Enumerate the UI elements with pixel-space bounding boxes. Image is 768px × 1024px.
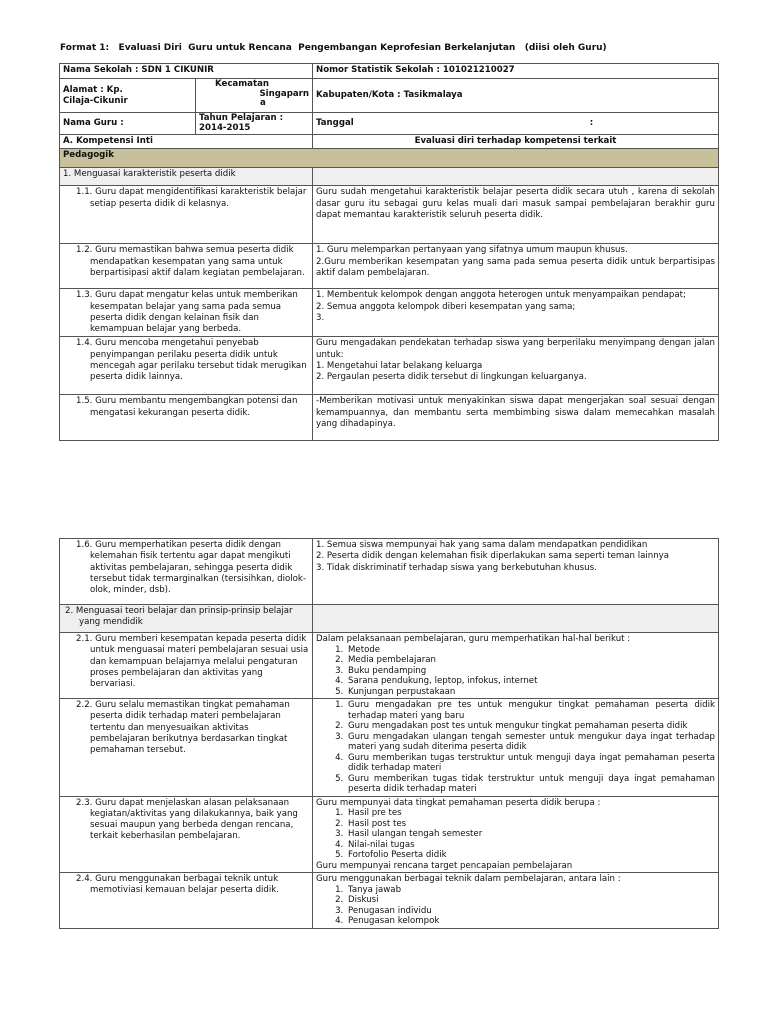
tahun-value: 2014-2015 <box>199 122 251 133</box>
row-1-5-right: -Memberikan motivasi untuk menyakinkan siswa dapat mengerjakan soal sesuai dengan kemampuannya, dan membantu serta membimbing siswa dalam memecahkan masalah yang dihadapinya. <box>313 395 719 441</box>
list-item: 4. Guru memberikan tugas terstruktur untuk menguji daya ingat pemahaman peserta didik terhadap materi <box>346 753 715 774</box>
list-item: 5. Kunjungan perpustakaan <box>346 687 715 698</box>
page-title: Format 1: Evaluasi Diri Guru untuk Rencana Pengembangan Keprofesian Berkelanjutan (diisi oleh Guru) <box>60 43 607 53</box>
section2-heading: 2. Menguasai teori belajar dan prinsip-prinsip belajar yang mendidik <box>60 605 313 633</box>
list-item: 5. Guru memberikan tugas tidak terstruktur untuk menguji daya ingat pemahaman peserta didik terhadap materi <box>346 774 715 795</box>
list-item: 2. Diskusi <box>346 895 715 906</box>
list-item: 2. Hasil post tes <box>346 819 715 830</box>
list-item: 2. Guru mengadakan post tes untuk mengukur tingkat pemahaman peserta didik <box>346 721 715 732</box>
alamat-cell <box>60 79 196 113</box>
list-item: 1. Metode <box>346 645 715 656</box>
kabupaten-cell: Kabupaten/Kota : Tasikmalaya <box>313 79 719 113</box>
row-2-1-left: 2.1. Guru memberi kesempatan kepada peserta didik untuk menguasai materi pembelajaran sesuai usia dan kemampuan belajarnya melalui pengaturan proses pembelajaran dan aktivitas yang bervariasi. <box>60 633 313 699</box>
row-2-2-list <box>316 700 715 795</box>
row-2-1-list <box>316 645 715 698</box>
section1-heading: 1. Menguasai karakteristik peserta didik <box>60 168 313 186</box>
row-1-6-left: 1.6. Guru memperhatikan peserta didik dengan kelemahan fisik tertentu agar dapat mengikuti aktivitas pembelajaran, sehingga peserta didik tersebut tidak termarginalkan (tersisihkan, diolok-olok, minder, dsb). <box>60 539 313 605</box>
kompetensi-inti-cell: A. Kompetensi Inti <box>60 135 313 149</box>
row-2-1-right: Dalam pelaksanaan pembelajaran, guru memperhatikan hal-hal berikut : 1. Metode 2. Media pembelajaran 3. Buku pendamping 4. Sarana pendukung, leptop, infokus, internet 5. Kunjungan perpustakaan <box>313 633 719 699</box>
evaluation-table-1 <box>59 63 719 441</box>
tanggal-colon: : <box>589 117 594 128</box>
kecamatan-value2: a <box>260 98 266 108</box>
list-item: 3. Hasil ulangan tengah semester <box>346 829 715 840</box>
list-item: 1. Hasil pre tes <box>346 808 715 819</box>
row-1-3-left: 1.3. Guru dapat mengatur kelas untuk memberikan kesempatan belajar yang sama pada semua peserta didik dengan kelainan fisik dan kemampuan belajar yang berbeda. <box>60 289 313 337</box>
kecamatan-label: Kecamatan <box>215 79 270 89</box>
nomor-statistik-cell: Nomor Statistik Sekolah : 101021210027 <box>313 64 719 79</box>
row-1-2-left: 1.2. Guru memastikan bahwa semua peserta didik mendapatkan kesempatan yang sama untuk berpartisipasi aktif dalam kegiatan pembelajaran. <box>60 244 313 289</box>
row-1-5-left: 1.5. Guru membantu mengembangkan potensi dan mengatasi kekurangan peserta didik. <box>60 395 313 441</box>
row-1-2-right: 1. Guru melemparkan pertanyaan yang sifatnya umum maupun khusus. 2.Guru memberikan kesempatan yang sama pada semua peserta didik untuk berpartisipas aktif dalam pembelajaran. <box>313 244 719 289</box>
row-2-2-left: 2.2. Guru selalu memastikan tingkat pemahaman peserta didik terhadap materi pembelajaran tertentu dan menyesuaikan aktivitas pembelajaran berikutnya berdasarkan tingkat pemahaman tersebut. <box>60 699 313 797</box>
row-2-4-list <box>316 885 715 927</box>
row-1-1-right: Guru sudah mengetahui karakteristik belajar peserta didik secara utuh , karena di sekolah dasar guru itu sebagai guru kelas muali dari masuk sampai pembelajaran berakhir guru dapat memantau karakteristik seluruh peserta didik. <box>313 186 719 244</box>
tahun-label: Tahun Pelajaran : <box>199 113 284 123</box>
row-2-4-right: Guru menggunakan berbagai teknik dalam pembelajaran, antara lain : 1. Tanya jawab 2. Diskusi 3. Penugasan individu 4. Penugasan kelompok <box>313 873 719 929</box>
tanggal-cell <box>313 113 719 135</box>
list-item: 1. Guru mengadakan pre tes untuk mengukur tingkat pemahaman peserta didik terhadap materi yang baru <box>346 700 715 721</box>
row-2-3-right: Guru mempunyai data tingkat pemahaman peserta didik berupa : 1. Hasil pre tes 2. Hasil post tes 3. Hasil ulangan tengah semester 4. Nilai-nilai tugas 5. Fortofolio Peserta didik Guru mempunyai rencana target pencapaian pembelajaran <box>313 796 719 873</box>
section2-heading-empty <box>313 605 719 633</box>
list-item: 3. Buku pendamping <box>346 666 715 677</box>
row-2-2-right <box>313 699 719 797</box>
row-2-4-left: 2.4. Guru menggunakan berbagai teknik untuk memotiviasi kemauan belajar peserta didik. <box>60 873 313 929</box>
row-1-4-right: Guru mengadakan pendekatan terhadap siswa yang berperilaku menyimpang dengan jalan untuk: 1. Mengetahui latar belakang keluarga 2. Pergaulan peserta didik tersebut di lingkungan keluarganya. <box>313 337 719 395</box>
list-item: 5. Fortofolio Peserta didik <box>346 850 715 861</box>
kecamatan-cell <box>196 79 313 113</box>
pedagogik-heading: Pedagogik <box>60 149 719 168</box>
evaluasi-header-cell: Evaluasi diri terhadap kompetensi terkait <box>313 135 719 149</box>
list-item: 4. Penugasan kelompok <box>346 916 715 927</box>
kecamatan-value1: Singaparn <box>259 88 309 99</box>
list-item: 3. Penugasan individu <box>346 906 715 917</box>
row-1-1-left: 1.1. Guru dapat mengidentifikasi karakteristik belajar setiap peserta didik di kelasnya. <box>60 186 313 244</box>
tahun-pelajaran-cell <box>196 113 313 135</box>
nama-guru-cell: Nama Guru : <box>60 113 196 135</box>
list-item: 4. Sarana pendukung, leptop, infokus, internet <box>346 676 715 687</box>
alamat-line1: Alamat : Kp. <box>63 85 123 95</box>
nama-sekolah-cell: Nama Sekolah : SDN 1 CIKUNIR <box>60 64 313 79</box>
list-item: 1. Tanya jawab <box>346 885 715 896</box>
row-2-3-list <box>316 808 715 861</box>
section1-heading-empty <box>313 168 719 186</box>
list-item: 4. Nilai-nilai tugas <box>346 840 715 851</box>
row-1-4-left: 1.4. Guru mencoba mengetahui penyebab penyimpangan perilaku peserta didik untuk mencegah agar perilaku tersebut tidak merugikan peserta didik lainnya. <box>60 337 313 395</box>
evaluation-table-2 <box>59 538 719 929</box>
alamat-line2: Cilaja-Cikunir <box>63 96 128 107</box>
tanggal-label: Tanggal <box>316 117 354 128</box>
row-2-3-left: 2.3. Guru dapat menjelaskan alasan pelaksanaan kegiatan/aktivitas yang dilakukannya, baik yang sesuai maupun yang berbeda dengan rencana, terkait keberhasilan pembelajaran. <box>60 796 313 873</box>
list-item: 3. Guru mengadakan ulangan tengah semester untuk mengukur daya ingat terhadap materi yang sudah diterima peserta didik <box>346 732 715 753</box>
row-1-6-right: 1. Semua siswa mempunyai hak yang sama dalam mendapatkan pendidikan 2. Peserta didik dengan kelemahan fisik diperlakukan sama seperti teman lainnya 3. Tidak diskriminatif terhadap siswa yang berkebutuhan khusus. <box>313 539 719 605</box>
list-item: 2. Media pembelajaran <box>346 655 715 666</box>
row-1-3-right: 1. Membentuk kelompok dengan anggota heterogen untuk menyampaikan pendapat; 2. Semua anggota kelompok diberi kesempatan yang sama; 3. <box>313 289 719 337</box>
